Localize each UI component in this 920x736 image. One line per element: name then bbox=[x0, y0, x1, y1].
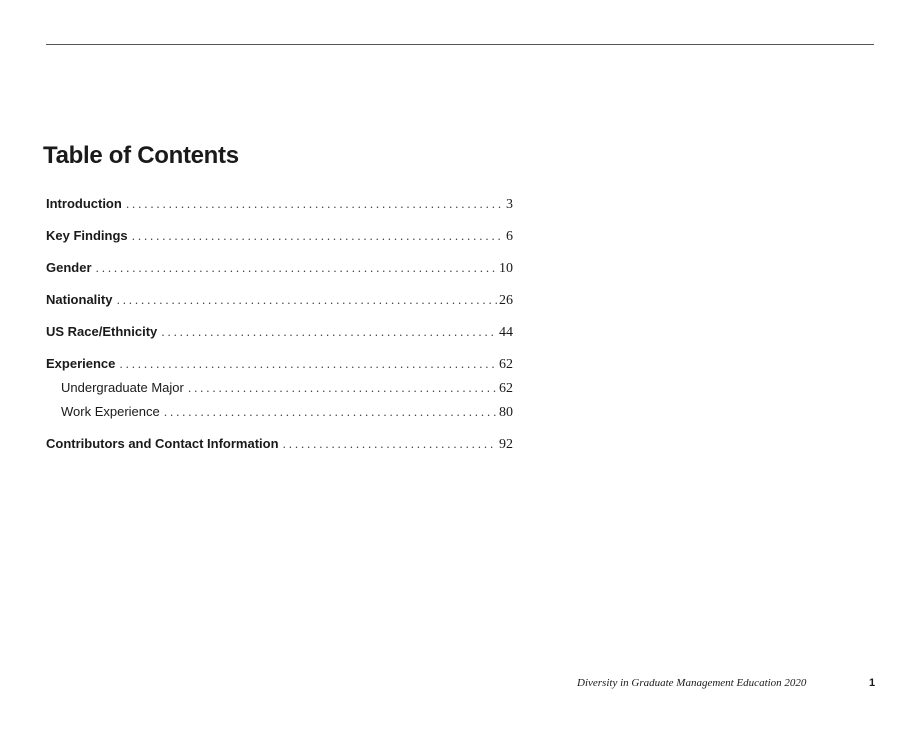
dot-leader bbox=[164, 405, 497, 421]
dot-leader bbox=[188, 381, 497, 397]
toc-entry-key-findings[interactable] bbox=[46, 228, 513, 244]
toc-entry-label: Gender bbox=[46, 260, 92, 275]
toc-entry-page: 44 bbox=[499, 325, 513, 340]
toc-entry-contributors[interactable] bbox=[46, 436, 513, 452]
dot-leader bbox=[132, 229, 504, 245]
toc-entry-page: 26 bbox=[499, 293, 513, 308]
page-title: Table of Contents bbox=[43, 142, 239, 169]
header-divider bbox=[46, 44, 874, 45]
toc-entry-label: Experience bbox=[46, 356, 116, 371]
toc-entry-us-race-ethnicity[interactable] bbox=[46, 324, 513, 340]
toc-entry-introduction[interactable] bbox=[46, 196, 513, 212]
toc-entry-page: 10 bbox=[499, 261, 513, 276]
toc-entry-experience[interactable] bbox=[46, 356, 513, 372]
toc-entry-page: 80 bbox=[499, 405, 513, 420]
toc-entry-page: 92 bbox=[499, 437, 513, 452]
dot-leader bbox=[126, 197, 504, 213]
toc-entry-label: Nationality bbox=[46, 292, 113, 307]
dot-leader bbox=[119, 357, 497, 373]
toc-entry-nationality[interactable] bbox=[46, 292, 513, 308]
toc-entry-page: 62 bbox=[499, 357, 513, 372]
toc-entry-label: Contributors and Contact Information bbox=[46, 436, 279, 451]
toc-entry-undergraduate-major[interactable] bbox=[46, 380, 513, 396]
toc-entry-work-experience[interactable] bbox=[46, 404, 513, 420]
footer-page-number: 1 bbox=[869, 677, 876, 689]
toc-entry-page: 3 bbox=[506, 197, 513, 212]
toc-entry-label: US Race/Ethnicity bbox=[46, 324, 158, 339]
toc-entry-page: 6 bbox=[506, 229, 513, 244]
dot-leader bbox=[116, 293, 497, 309]
table-of-contents bbox=[46, 196, 513, 452]
toc-entry-gender[interactable] bbox=[46, 260, 513, 276]
toc-entry-label: Key Findings bbox=[46, 228, 128, 243]
toc-entry-page: 62 bbox=[499, 381, 513, 396]
toc-entry-label: Undergraduate Major bbox=[61, 380, 184, 395]
dot-leader bbox=[161, 325, 497, 341]
footer-document-title: Diversity in Graduate Management Education 2020 bbox=[577, 677, 807, 689]
dot-leader bbox=[283, 437, 497, 453]
dot-leader bbox=[96, 261, 497, 277]
toc-entry-label: Introduction bbox=[46, 196, 122, 211]
toc-entry-label: Work Experience bbox=[61, 404, 160, 419]
